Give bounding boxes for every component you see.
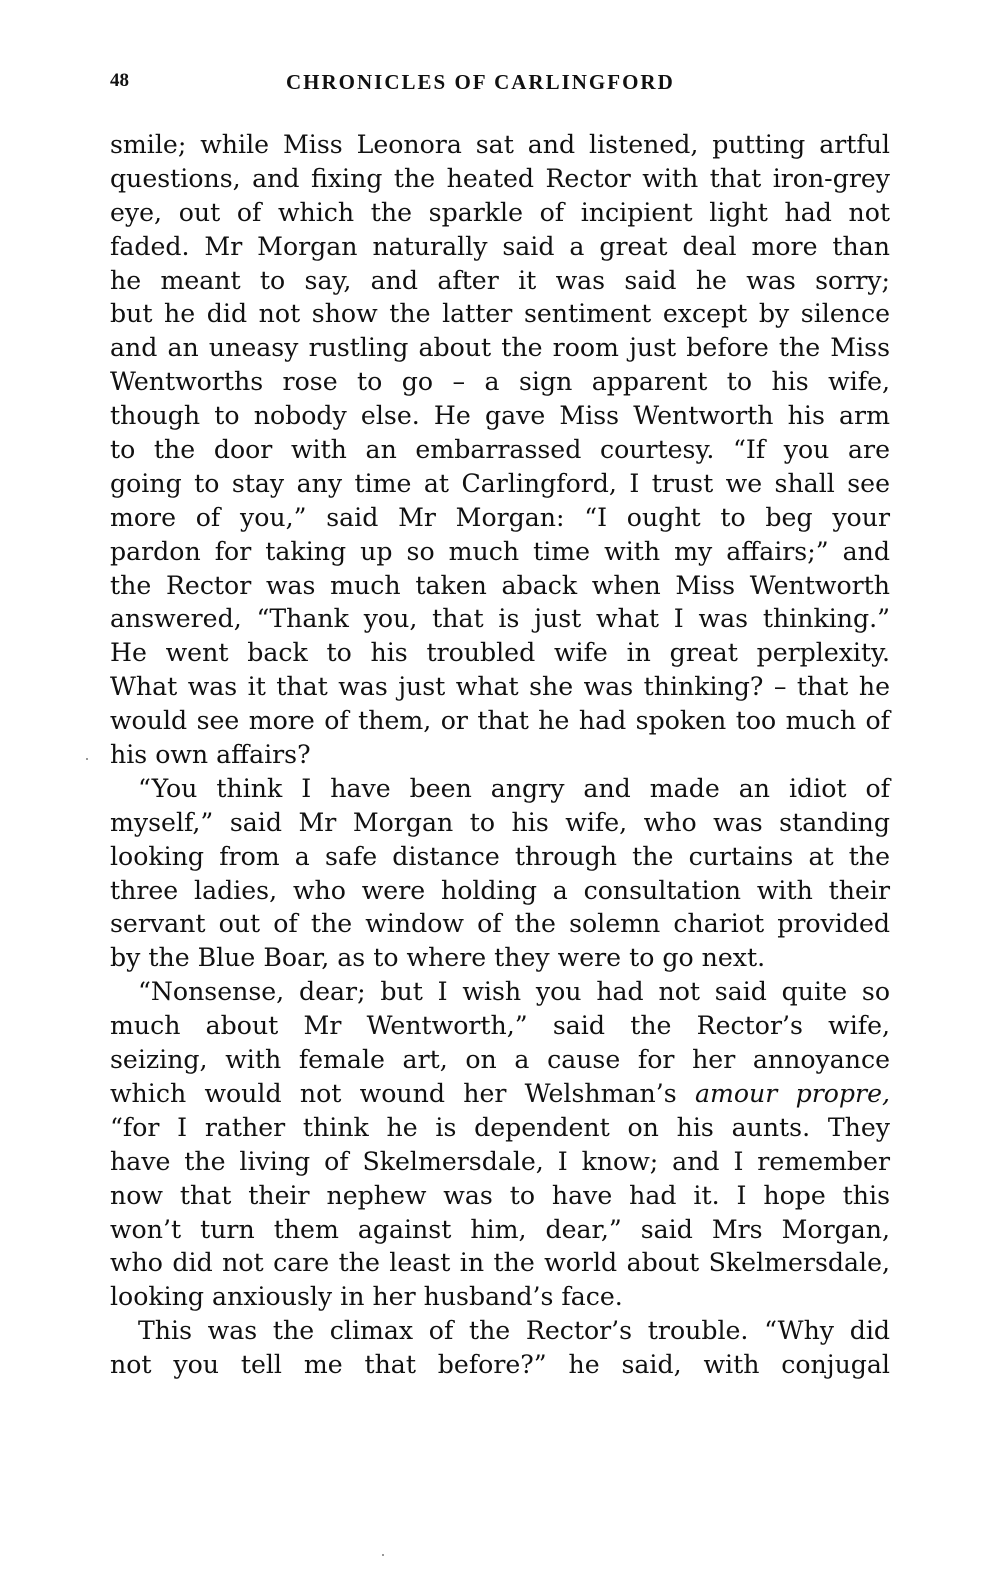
- text-line: not you tell me that before?” he said, with conjugal: [110, 1350, 890, 1380]
- scan-speck: [86, 758, 88, 760]
- text-line: pardon for taking up so much time with my affairs;” and: [110, 536, 890, 566]
- text-line: questions, and fixing the heated Rector with that iron-grey: [110, 163, 890, 193]
- text-line: he meant to say, and after it was said he was sorry;: [110, 265, 890, 295]
- text-line-with-italic: [110, 1077, 890, 1111]
- text-segment: which would not wound her Welshman’s: [110, 1078, 677, 1108]
- scan-speck: [382, 1554, 384, 1556]
- text-line: looking from a safe distance through the curtains at the: [110, 841, 890, 871]
- text-line: the Rector was much taken aback when Miss Wentworth: [110, 570, 890, 600]
- text-line: myself,” said Mr Morgan to his wife, who was standing: [110, 807, 890, 837]
- text-line: He went back to his troubled wife in great perplexity.: [110, 638, 890, 668]
- text-line: going to stay any time at Carlingford, I trust we shall see: [110, 468, 890, 498]
- text-line: who did not care the least in the world about Skelmersdale,: [110, 1248, 890, 1278]
- text-line: to the door with an embarrassed courtesy. “If you are: [110, 435, 890, 465]
- text-line: eye, out of which the sparkle of incipient light had not: [110, 197, 890, 227]
- text-line: “You think I have been angry and made an idiot of: [138, 773, 890, 803]
- page-number: 48: [110, 70, 129, 91]
- text-line: Wentworths rose to go – a sign apparent to his wife,: [110, 367, 890, 397]
- text-line: much about Mr Wentworth,” said the Rector’s wife,: [110, 1011, 890, 1041]
- text-line: seizing, with female art, on a cause for her annoyance: [110, 1045, 890, 1075]
- text-line: This was the climax of the Rector’s trouble. “Why did: [138, 1316, 890, 1346]
- text-line: have the living of Skelmersdale, I know; and I remember: [110, 1146, 890, 1176]
- italic-phrase: amour propre,: [694, 1078, 890, 1108]
- text-line: won’t turn them against him, dear,” said Mrs Morgan,: [110, 1214, 890, 1244]
- body-text: [110, 128, 890, 1382]
- text-line: though to nobody else. He gave Miss Wentworth his arm: [110, 401, 890, 431]
- text-line: answered, “Thank you, that is just what I was thinking.”: [110, 604, 890, 634]
- running-title: CHRONICLES OF CARLINGFORD: [286, 70, 675, 94]
- text-line: “for I rather think he is dependent on his aunts. They: [110, 1112, 890, 1142]
- running-header: [110, 70, 890, 102]
- text-line: faded. Mr Morgan naturally said a great deal more than: [110, 231, 890, 261]
- text-line: servant out of the window of the solemn chariot provided: [110, 909, 890, 939]
- text-line: more of you,” said Mr Morgan: “I ought to beg your: [110, 502, 890, 532]
- text-line: three ladies, who were holding a consultation with their: [110, 875, 890, 905]
- text-line: What was it that was just what she was thinking? – that he: [110, 672, 890, 702]
- text-line: his own affairs?: [110, 740, 311, 770]
- text-line: “Nonsense, dear; but I wish you had not said quite so: [138, 977, 890, 1007]
- text-line: but he did not show the latter sentiment except by silence: [110, 299, 890, 329]
- text-line: looking anxiously in her husband’s face.: [110, 1282, 623, 1312]
- text-line: now that their nephew was to have had it. I hope this: [110, 1180, 890, 1210]
- text-line: by the Blue Boar, as to where they were to go next.: [110, 943, 766, 973]
- text-line: would see more of them, or that he had spoken too much of: [110, 706, 890, 736]
- text-line: and an uneasy rustling about the room just before the Miss: [110, 333, 890, 363]
- text-line: smile; while Miss Leonora sat and listened, putting artful: [110, 130, 890, 159]
